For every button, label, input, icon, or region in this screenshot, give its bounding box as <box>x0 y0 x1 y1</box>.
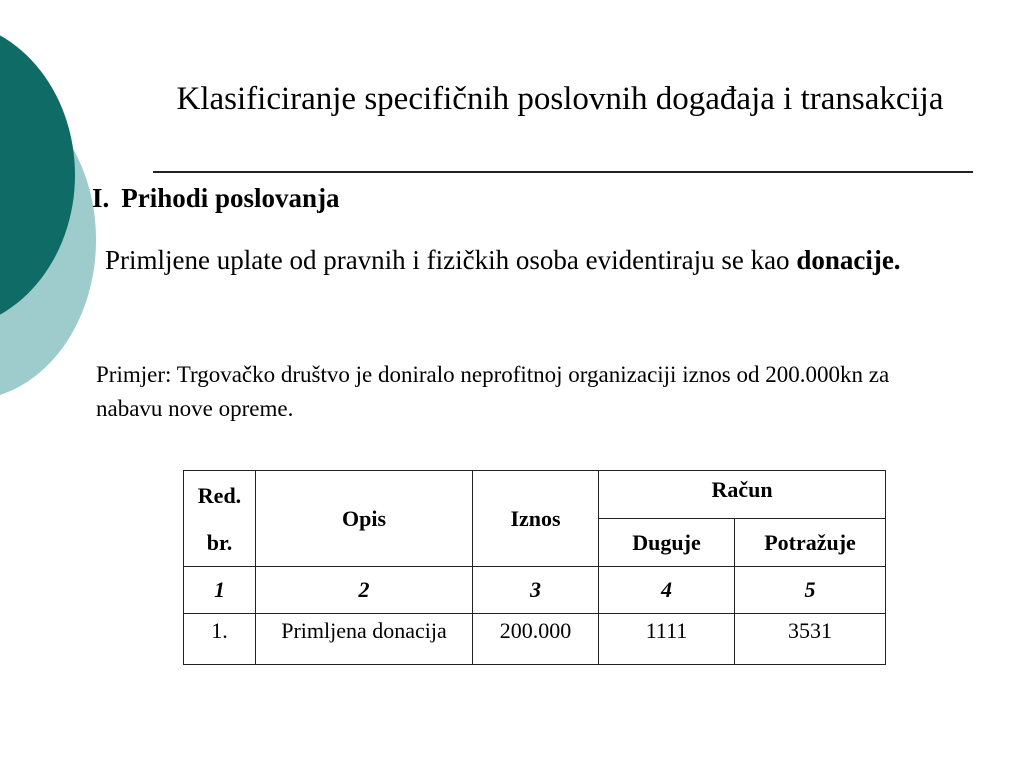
header-duguje: Duguje <box>599 519 735 567</box>
main-paragraph-bold: donacije. <box>796 245 901 275</box>
journal-entry-table <box>183 470 886 665</box>
column-number: 5 <box>735 567 886 614</box>
header-potrazuje: Potražuje <box>735 519 886 567</box>
column-number: 2 <box>256 567 473 614</box>
header-iznos: Iznos <box>473 471 599 567</box>
example-paragraph: Primjer: Trgovačko društvo je doniralo neprofitnoj organizaciji iznos od 200.000kn za nabavu nove opreme. <box>96 362 890 421</box>
cell-iznos: 200.000 <box>473 614 599 665</box>
header-opis: Opis <box>256 471 473 567</box>
section-number: I. <box>92 183 110 213</box>
header-red-br <box>184 471 256 567</box>
table-column-number-row <box>184 567 886 614</box>
main-paragraph-text: Primljene uplate od pravnih i fizičkih osoba evidentiraju se kao <box>105 245 790 275</box>
cell-red-br: 1. <box>184 614 256 665</box>
column-number: 1 <box>184 567 256 614</box>
section-heading-text: Prihodi poslovanja <box>121 183 340 213</box>
cell-duguje: 1111 <box>599 614 735 665</box>
column-number: 3 <box>473 567 599 614</box>
table-header-row <box>184 471 886 519</box>
slide-title: Klasificiranje specifičnih poslovnih događaja i transakcija <box>176 81 944 117</box>
title-divider <box>153 171 973 173</box>
header-red-br-line2: br. <box>206 529 233 555</box>
column-number: 4 <box>599 567 735 614</box>
section-heading <box>92 180 340 216</box>
main-paragraph <box>105 240 925 281</box>
table-row <box>184 614 886 665</box>
cell-opis: Primljena donacija <box>256 614 473 665</box>
header-racun: Račun <box>599 471 886 519</box>
header-red-br-line1: Red. <box>197 482 242 508</box>
cell-potrazuje: 3531 <box>735 614 886 665</box>
